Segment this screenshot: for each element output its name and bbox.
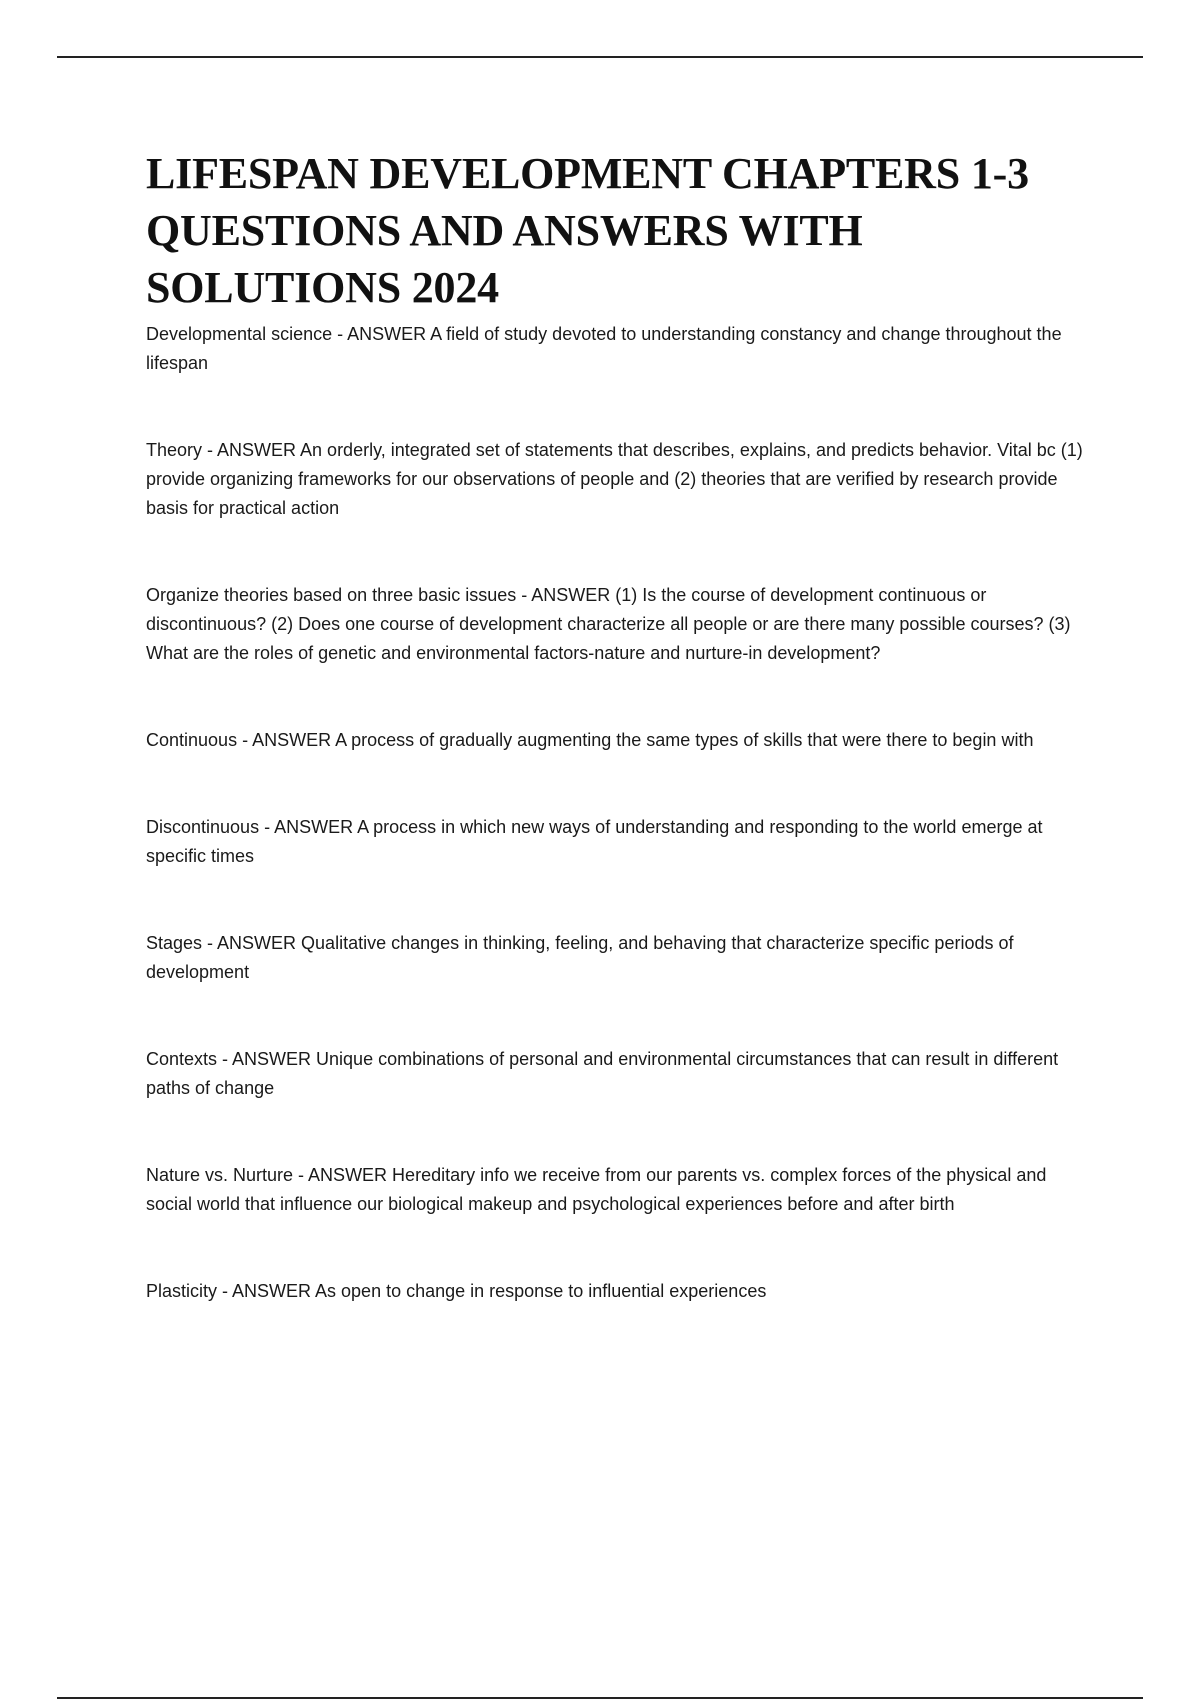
qa-entry-plasticity: Plasticity - ANSWER As open to change in response to influential experiences xyxy=(146,1281,767,1301)
top-divider xyxy=(57,56,1143,58)
qa-list xyxy=(146,320,1096,1306)
qa-entry-developmental-science: Developmental science - ANSWER A field of study devoted to understanding constancy and change throughout the lifespan xyxy=(146,324,1062,373)
qa-entry-contexts: Contexts - ANSWER Unique combinations of personal and environmental circumstances that can result in different paths of change xyxy=(146,1049,1059,1098)
bottom-divider xyxy=(57,1697,1143,1699)
qa-entry-discontinuous: Discontinuous - ANSWER A process in which new ways of understanding and responding to the world emerge at specific times xyxy=(146,817,1043,866)
document-body xyxy=(146,145,1096,1306)
qa-entry-nature-vs-nurture: Nature vs. Nurture - ANSWER Hereditary info we receive from our parents vs. complex forces of the physical and social world that influence our biological makeup and psychological experiences before and after birth xyxy=(146,1165,1047,1214)
qa-entry-stages: Stages - ANSWER Qualitative changes in thinking, feeling, and behaving that characterize specific periods of development xyxy=(146,933,1014,982)
document-title: LIFESPAN DEVELOPMENT CHAPTERS 1-3 QUESTIONS AND ANSWERS WITH SOLUTIONS 2024 xyxy=(146,149,1029,312)
qa-entry-continuous: Continuous - ANSWER A process of gradually augmenting the same types of skills that were there to begin with xyxy=(146,730,1034,750)
qa-entry-theory: Theory - ANSWER An orderly, integrated set of statements that describes, explains, and predicts behavior. Vital bc (1) provide organizing frameworks for our observations of people and (2) theories that are verified by research provide basis for practical action xyxy=(146,440,1083,518)
qa-entry-organize-theories: Organize theories based on three basic issues - ANSWER (1) Is the course of development continuous or discontinuous? (2) Does one course of development characterize all people or are there many possible courses? (3) What are the roles of genetic and environmental factors-nature and nurture-in development? xyxy=(146,585,1071,663)
